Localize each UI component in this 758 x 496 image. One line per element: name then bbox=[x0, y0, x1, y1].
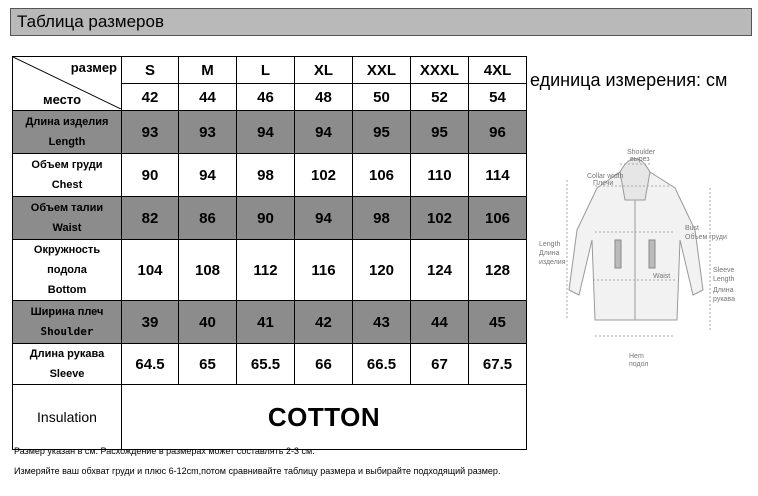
ru-size: 54 bbox=[469, 84, 527, 111]
cell: 114 bbox=[469, 154, 527, 197]
cell: 93 bbox=[122, 111, 179, 154]
cell: 82 bbox=[122, 197, 179, 240]
row-label bbox=[13, 301, 122, 344]
corner-place-label: место bbox=[43, 92, 82, 107]
label-hem-ru: подол bbox=[629, 361, 649, 368]
cell: 110 bbox=[411, 154, 469, 197]
ru-size: 44 bbox=[179, 84, 237, 111]
cell: 95 bbox=[353, 111, 411, 154]
corner-size-label: размер bbox=[70, 60, 117, 75]
row-label-en: Length bbox=[48, 136, 86, 148]
row-label-en: Waist bbox=[52, 222, 82, 234]
row-label-ru: Объем груди bbox=[31, 159, 103, 171]
row-label-ru: Длина рукава bbox=[29, 348, 105, 360]
row-label-ru: Объем талии bbox=[30, 202, 104, 214]
cell: 67.5 bbox=[469, 344, 527, 385]
cell: 43 bbox=[353, 301, 411, 344]
cell: 41 bbox=[237, 301, 295, 344]
cell: 98 bbox=[237, 154, 295, 197]
row-label bbox=[13, 154, 122, 197]
table-row bbox=[13, 240, 527, 301]
hood bbox=[620, 159, 650, 201]
cell: 102 bbox=[295, 154, 353, 197]
cell: 116 bbox=[295, 240, 353, 301]
size-header: XL bbox=[295, 57, 353, 84]
cell: 94 bbox=[295, 111, 353, 154]
cell: 67 bbox=[411, 344, 469, 385]
pocket-left bbox=[615, 240, 621, 268]
ru-size: 50 bbox=[353, 84, 411, 111]
row-label-en: Sleeve bbox=[49, 368, 85, 380]
table-row bbox=[13, 301, 527, 344]
cell: 44 bbox=[411, 301, 469, 344]
table-row bbox=[13, 344, 527, 385]
table-row bbox=[13, 111, 527, 154]
ru-size: 46 bbox=[237, 84, 295, 111]
cell: 112 bbox=[237, 240, 295, 301]
row-label bbox=[13, 111, 122, 154]
cell: 120 bbox=[353, 240, 411, 301]
table-row bbox=[13, 197, 527, 240]
row-label-en: Chest bbox=[51, 179, 83, 191]
cell: 104 bbox=[122, 240, 179, 301]
cell: 106 bbox=[353, 154, 411, 197]
corner-cell bbox=[13, 57, 122, 111]
label-waist-en: Waist bbox=[653, 273, 671, 280]
cell: 102 bbox=[411, 197, 469, 240]
label-bust-ru: Объем груди bbox=[685, 234, 727, 241]
cell: 95 bbox=[411, 111, 469, 154]
label-collar-ru: Плечи bbox=[593, 180, 614, 187]
cell: 106 bbox=[469, 197, 527, 240]
size-header: 4XL bbox=[469, 57, 527, 84]
size-header: XXXL bbox=[411, 57, 469, 84]
cell: 94 bbox=[179, 154, 237, 197]
cell: 93 bbox=[179, 111, 237, 154]
table-row bbox=[13, 154, 527, 197]
cell: 94 bbox=[295, 197, 353, 240]
size-table bbox=[12, 56, 527, 450]
row-label-ru: Длина изделия bbox=[25, 116, 109, 128]
label-length-ru1: Длина bbox=[539, 250, 560, 257]
ru-size: 48 bbox=[295, 84, 353, 111]
cell: 128 bbox=[469, 240, 527, 301]
row-label-ru: Окружность подола bbox=[33, 244, 101, 276]
cell: 108 bbox=[179, 240, 237, 301]
size-header: XXL bbox=[353, 57, 411, 84]
cell: 90 bbox=[237, 197, 295, 240]
label-shoulder-en: Shoulder bbox=[627, 149, 656, 156]
pocket-right bbox=[649, 240, 655, 268]
row-label-en: Shoulder bbox=[40, 325, 94, 338]
insulation-value: COTTON bbox=[122, 385, 527, 450]
cell: 96 bbox=[469, 111, 527, 154]
ru-size: 52 bbox=[411, 84, 469, 111]
label-length-en: Length bbox=[539, 241, 561, 248]
label-sleeve-ru2: рукава bbox=[713, 296, 735, 303]
row-label bbox=[13, 197, 122, 240]
cell: 45 bbox=[469, 301, 527, 344]
cell: 42 bbox=[295, 301, 353, 344]
ru-size: 42 bbox=[122, 84, 179, 111]
cell: 94 bbox=[237, 111, 295, 154]
size-header: S bbox=[122, 57, 179, 84]
label-shoulder-ru: вырез bbox=[630, 156, 650, 163]
note-measure-instructions: Измеряйте ваш обхват груди и плюс 6-12cm,потом сравнивайте таблицу размера и выбирайте подходящий размер. bbox=[14, 466, 501, 476]
cell: 66 bbox=[295, 344, 353, 385]
cell: 65.5 bbox=[237, 344, 295, 385]
size-header: M bbox=[179, 57, 237, 84]
insulation-label: Insulation bbox=[13, 385, 122, 450]
row-label-en: Bottom bbox=[47, 284, 87, 296]
label-sleeve-en2: Length bbox=[713, 276, 735, 283]
cell: 124 bbox=[411, 240, 469, 301]
label-hem-en: Hem bbox=[629, 353, 644, 360]
note-size-tolerance: Размер указан в см. Расхождение в размерах может составлять 2-3 см. bbox=[14, 446, 315, 456]
cell: 65 bbox=[179, 344, 237, 385]
label-bust-en: Bust bbox=[685, 225, 700, 232]
page-title: Таблица размеров bbox=[10, 8, 752, 36]
cell: 39 bbox=[122, 301, 179, 344]
row-label-ru: Ширина плеч bbox=[30, 306, 104, 318]
table-row bbox=[13, 385, 527, 450]
jacket-diagram bbox=[535, 140, 745, 380]
cell: 64.5 bbox=[122, 344, 179, 385]
label-sleeve-en1: Sleeve bbox=[713, 267, 735, 274]
unit-label: единица измерения: см bbox=[530, 70, 728, 90]
cell: 86 bbox=[179, 197, 237, 240]
row-label bbox=[13, 344, 122, 385]
row-label bbox=[13, 240, 122, 301]
label-collar-en: Collar width bbox=[587, 173, 624, 180]
cell: 90 bbox=[122, 154, 179, 197]
size-header: L bbox=[237, 57, 295, 84]
label-length-ru2: изделия bbox=[539, 259, 566, 266]
label-sleeve-ru1: Длина bbox=[713, 287, 734, 294]
cell: 98 bbox=[353, 197, 411, 240]
cell: 40 bbox=[179, 301, 237, 344]
cell: 66.5 bbox=[353, 344, 411, 385]
